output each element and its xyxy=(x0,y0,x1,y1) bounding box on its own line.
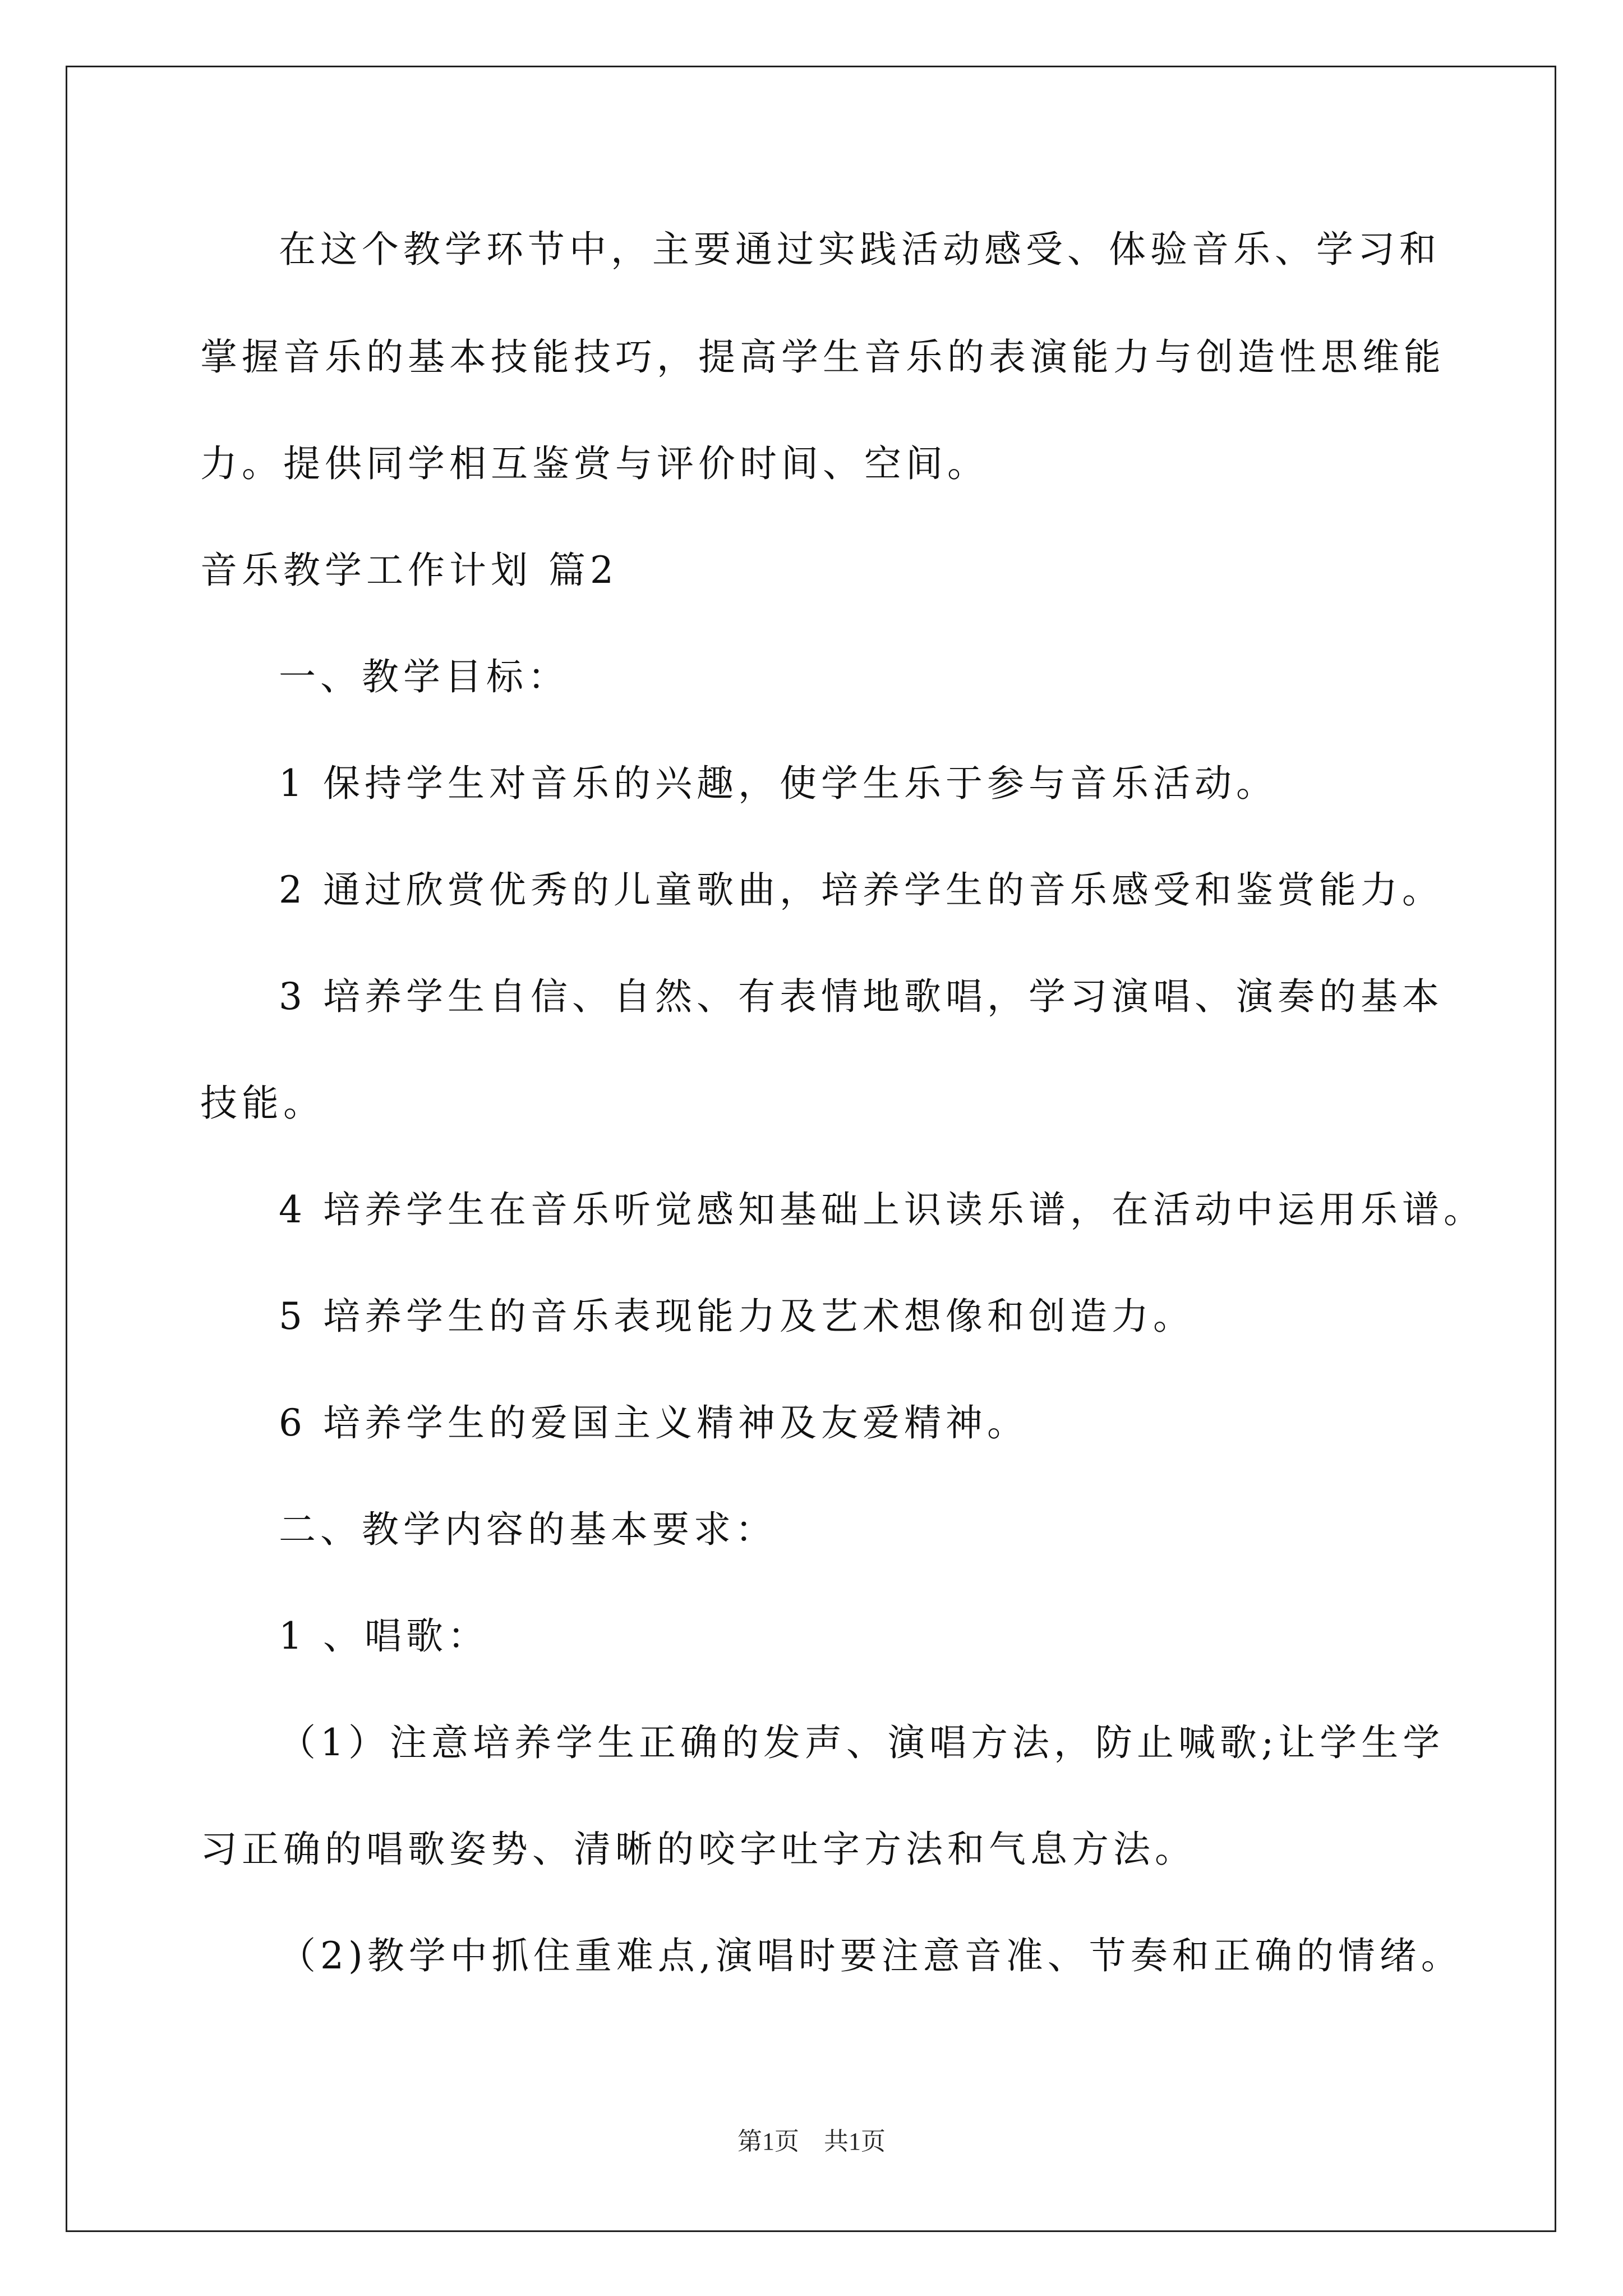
paragraph-line: 力。提供同学相互鉴赏与评价时间、空间。 xyxy=(200,442,989,485)
section-heading: 音乐教学工作计划 篇2 xyxy=(200,549,618,592)
list-item-continuation: 习正确的唱歌姿势、清晰的咬字吐字方法和气息方法。 xyxy=(200,1828,1196,1871)
list-item: 6 培养学生的爱国主义精神及友爱精神。 xyxy=(279,1401,1029,1444)
list-item: 1 、唱歌： xyxy=(279,1614,489,1658)
list-item: 3 培养学生自信、自然、有表情地歌唱，学习演唱、演奏的基本 xyxy=(279,975,1444,1018)
list-item: （1）注意培养学生正确的发声、演唱方法，防止喊歌;让学生学 xyxy=(279,1721,1445,1764)
list-item: 5 培养学生的音乐表现能力及艺术想像和创造力。 xyxy=(279,1295,1195,1338)
list-item: 4 培养学生在音乐听觉感知基础上识读乐谱，在活动中运用乐谱。 xyxy=(279,1188,1485,1231)
list-item: （2)教学中抓住重难点,演唱时要注意音准、节奏和正确的情绪。 xyxy=(279,1934,1463,1977)
page-number-footer: 第1页 共1页 xyxy=(737,2128,886,2155)
list-item-continuation: 技能。 xyxy=(200,1082,325,1125)
list-item: 2 通过欣赏优秀的儿童歌曲，培养学生的音乐感受和鉴赏能力。 xyxy=(279,868,1444,912)
paragraph-line: 在这个教学环节中，主要通过实践活动感受、体验音乐、学习和 xyxy=(279,228,1441,271)
page-border xyxy=(66,66,1556,2232)
paragraph-line: 掌握音乐的基本技能技巧，提高学生音乐的表演能力与创造性思维能 xyxy=(200,335,1445,379)
subsection-heading: 二、教学内容的基本要求： xyxy=(279,1508,777,1551)
list-item: 1 保持学生对音乐的兴趣，使学生乐于参与音乐活动。 xyxy=(279,762,1278,805)
subsection-heading: 一、教学目标： xyxy=(279,655,569,698)
